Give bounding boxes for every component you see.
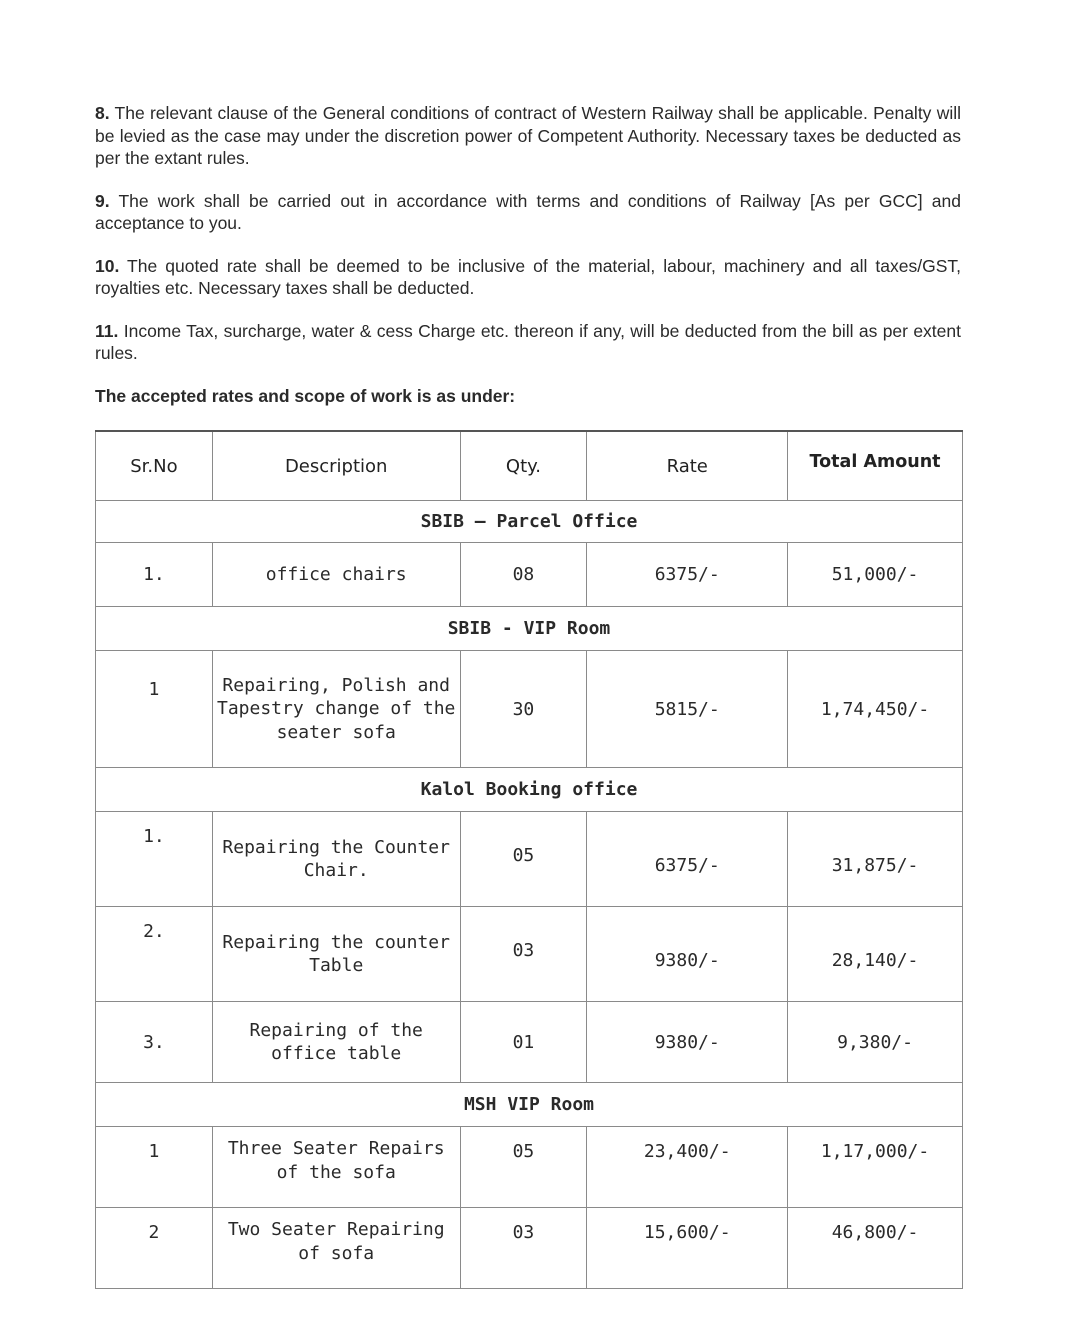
cell-sr: 1. bbox=[96, 543, 213, 607]
cell-sr: 1 bbox=[96, 651, 213, 768]
clause-number: 10. bbox=[95, 255, 120, 276]
cell-total: 9,380/- bbox=[788, 1002, 963, 1083]
cell-rate: 6375/- bbox=[587, 812, 788, 907]
section-title: SBIB – Parcel Office bbox=[96, 501, 963, 543]
section-title: Kalol Booking office bbox=[96, 768, 963, 812]
cell-total: 1,17,000/- bbox=[788, 1127, 963, 1208]
cell-qty: 05 bbox=[460, 812, 587, 907]
cell-rate: 6375/- bbox=[587, 543, 788, 607]
cell-description: Repairing of the office table bbox=[212, 1002, 460, 1083]
section-title: MSH VIP Room bbox=[96, 1083, 963, 1127]
header-sr-no: Sr.No bbox=[96, 431, 213, 501]
cell-description: Repairing, Polish and Tapestry change of the seater sofa bbox=[212, 651, 460, 768]
header-description: Description bbox=[212, 431, 460, 501]
cell-rate: 5815/- bbox=[587, 651, 788, 768]
section-row bbox=[96, 768, 963, 812]
header-qty: Qty. bbox=[460, 431, 587, 501]
clause-text: The relevant clause of the General conditions of contract of Western Railway shall be applicable. Penalty will be levied as the case may under the discretion power of Competent Authority. Necessary taxes be deducted as per the extant rules. bbox=[95, 103, 961, 168]
table-header-row bbox=[96, 431, 963, 501]
cell-total: 31,875/- bbox=[788, 812, 963, 907]
cell-sr: 2 bbox=[96, 1208, 213, 1289]
cell-total: 51,000/- bbox=[788, 543, 963, 607]
clause-9 bbox=[95, 190, 961, 235]
cell-qty: 03 bbox=[460, 907, 587, 1002]
section-row bbox=[96, 607, 963, 651]
cell-total: 28,140/- bbox=[788, 907, 963, 1002]
clause-11 bbox=[95, 320, 961, 365]
cell-qty: 30 bbox=[460, 651, 587, 768]
cell-sr: 1. bbox=[96, 812, 213, 907]
rates-heading: The accepted rates and scope of work is as under: bbox=[95, 385, 516, 406]
header-rate: Rate bbox=[587, 431, 788, 501]
cell-sr: 2. bbox=[96, 907, 213, 1002]
clause-number: 11. bbox=[95, 320, 119, 341]
cell-qty: 03 bbox=[460, 1208, 587, 1289]
cell-sr: 3. bbox=[96, 1002, 213, 1083]
cell-total: 46,800/- bbox=[788, 1208, 963, 1289]
cell-rate: 23,400/- bbox=[587, 1127, 788, 1208]
cell-qty: 08 bbox=[460, 543, 587, 607]
table-row bbox=[96, 1127, 963, 1208]
cell-description: Two Seater Repairing of sofa bbox=[212, 1208, 460, 1289]
section-row bbox=[96, 1083, 963, 1127]
section-title: SBIB - VIP Room bbox=[96, 607, 963, 651]
cell-sr: 1 bbox=[96, 1127, 213, 1208]
cell-total: 1,74,450/- bbox=[788, 651, 963, 768]
table-row bbox=[96, 1002, 963, 1083]
cell-rate: 15,600/- bbox=[587, 1208, 788, 1289]
clause-text: Income Tax, surcharge, water & cess Charge etc. thereon if any, will be deducted from the bill as per extent rules. bbox=[95, 320, 961, 363]
document-body bbox=[95, 102, 961, 407]
clause-text: The work shall be carried out in accordance with terms and conditions of Railway [As per GCC] and acceptance to you. bbox=[95, 190, 961, 233]
cell-qty: 01 bbox=[460, 1002, 587, 1083]
clause-number: 9. bbox=[95, 190, 110, 211]
clause-number: 8. bbox=[95, 103, 110, 123]
header-total-amount: Total Amount bbox=[788, 431, 963, 501]
table-row bbox=[96, 812, 963, 907]
cell-description: Three Seater Repairs of the sofa bbox=[212, 1127, 460, 1208]
cell-description: Repairing the Counter Chair. bbox=[212, 812, 460, 907]
table-row bbox=[96, 651, 963, 768]
rates-table bbox=[95, 430, 963, 1289]
table-row bbox=[96, 907, 963, 1002]
clause-8 bbox=[95, 102, 961, 170]
cell-rate: 9380/- bbox=[587, 907, 788, 1002]
table-row bbox=[96, 1208, 963, 1289]
cell-description: Repairing the counter Table bbox=[212, 907, 460, 1002]
cell-description: office chairs bbox=[212, 543, 460, 607]
section-row bbox=[96, 501, 963, 543]
clause-10 bbox=[95, 255, 961, 300]
cell-qty: 05 bbox=[460, 1127, 587, 1208]
clause-text: The quoted rate shall be deemed to be inclusive of the material, labour, machinery and all taxes/GST, royalties etc. Necessary taxes shall be deducted. bbox=[95, 255, 961, 298]
cell-rate: 9380/- bbox=[587, 1002, 788, 1083]
table-row bbox=[96, 543, 963, 607]
